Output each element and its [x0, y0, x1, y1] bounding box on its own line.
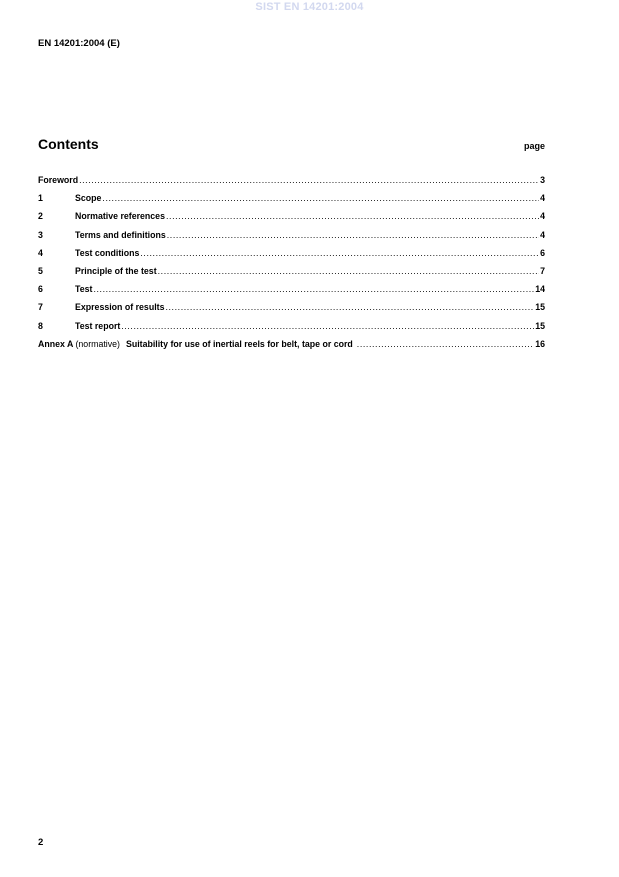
- toc-entry-test[interactable]: [38, 284, 545, 302]
- document-id: EN 14201:2004 (E): [38, 38, 120, 49]
- toc-entry-title: Normative references: [75, 211, 165, 222]
- toc-entry-number: 8: [38, 320, 43, 331]
- toc-entry-title: Scope: [75, 193, 102, 204]
- toc-leader-dots: [357, 339, 534, 349]
- toc-entry-number: 2: [38, 211, 43, 222]
- toc-leader-dots: [165, 302, 534, 312]
- toc-entry-number: 6: [38, 284, 43, 295]
- toc-entry-page: 14: [535, 284, 545, 295]
- toc-entry-title: Principle of the test: [75, 265, 157, 276]
- toc-entry-annex-a[interactable]: [38, 339, 545, 357]
- toc-entry-number: 3: [38, 229, 43, 240]
- toc-leader-dots: [166, 211, 539, 221]
- toc-leader-dots: [93, 284, 534, 294]
- watermark: SIST EN 14201:2004: [255, 1, 364, 13]
- toc-entry-foreword[interactable]: [38, 175, 545, 193]
- toc-entry-title: Test: [75, 284, 93, 295]
- toc-leader-dots: [140, 248, 539, 258]
- toc-entry-test-conditions[interactable]: [38, 248, 545, 266]
- toc-annex-heading: [38, 339, 353, 349]
- toc-entry-page: 3: [540, 175, 545, 185]
- toc-entry-normative-references[interactable]: [38, 211, 545, 229]
- toc-entry-page: 4: [540, 211, 545, 222]
- footer-page-number: 2: [38, 837, 44, 848]
- contents-heading: Contents: [38, 136, 99, 152]
- toc-leader-dots: [158, 266, 539, 276]
- toc-leader-dots: [167, 230, 539, 240]
- toc-entry-title: Test conditions: [75, 247, 140, 258]
- toc-entry-test-report[interactable]: [38, 321, 545, 339]
- toc-leader-dots: [79, 175, 539, 185]
- toc-entry-terms-and-definitions[interactable]: [38, 230, 545, 248]
- toc-entry-page: 15: [535, 302, 545, 313]
- toc-entry-title: Terms and definitions: [75, 229, 166, 240]
- toc-entry-scope[interactable]: [38, 193, 545, 211]
- toc-entry-page: 7: [540, 265, 545, 276]
- toc-entry-expression-of-results[interactable]: [38, 302, 545, 320]
- toc-entry-number: 4: [38, 247, 43, 258]
- toc-entry-number: 1: [38, 193, 43, 204]
- toc-entry-number: 5: [38, 265, 43, 276]
- toc-entry-title: Foreword: [38, 175, 79, 185]
- toc-entry-page: 15: [535, 320, 545, 331]
- toc-entry-principle-of-the-test[interactable]: [38, 266, 545, 284]
- table-of-contents: [38, 175, 545, 357]
- toc-leader-dots: [121, 321, 534, 331]
- page-column-label: page: [523, 141, 545, 151]
- toc-entry-page: 4: [540, 193, 545, 204]
- toc-entry-page: 16: [535, 338, 545, 349]
- toc-entry-page: 6: [540, 247, 545, 258]
- toc-entry-title: Expression of results: [75, 302, 165, 313]
- annex-label: Annex A: [38, 338, 74, 349]
- annex-title: Suitability for use of inertial reels for belt, tape or cord: [125, 338, 353, 349]
- annex-type: (normative): [75, 338, 120, 349]
- toc-entry-page: 4: [540, 229, 545, 240]
- toc-entry-number: 7: [38, 302, 43, 313]
- toc-entry-title: Test report: [75, 320, 121, 331]
- toc-leader-dots: [102, 193, 539, 203]
